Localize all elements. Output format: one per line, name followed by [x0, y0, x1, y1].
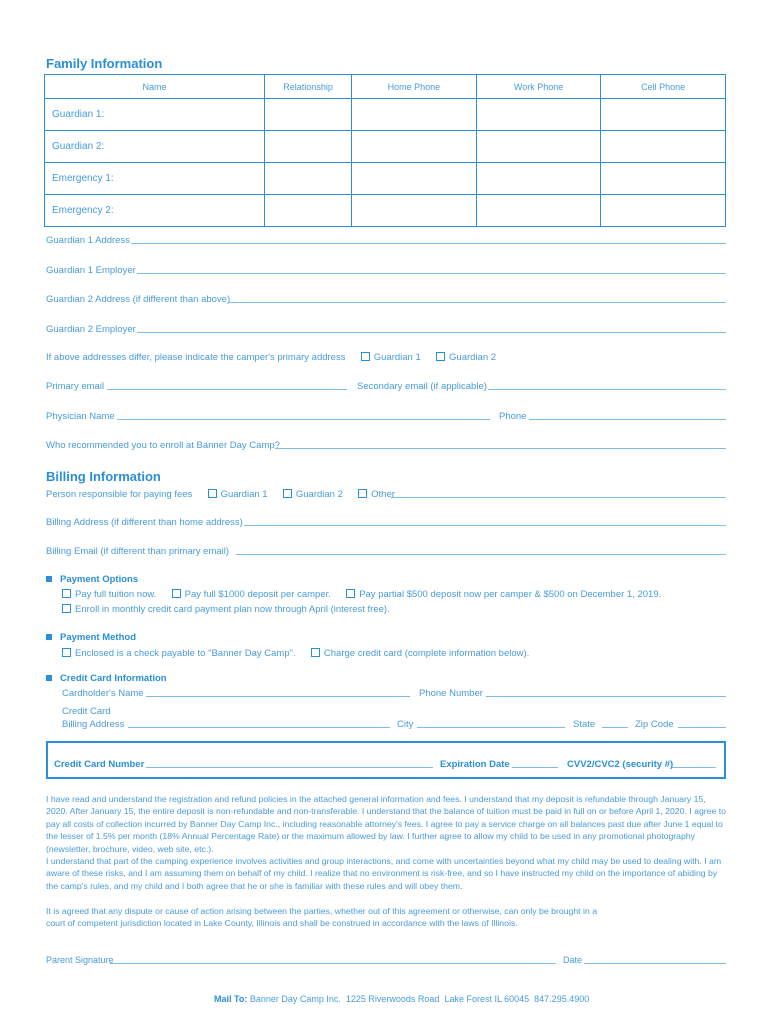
primary-email-field[interactable] — [107, 389, 347, 390]
cell[interactable] — [352, 99, 477, 131]
cc-zip-field[interactable] — [678, 727, 726, 728]
option-pay-full-tuition: Pay full tuition now. — [75, 589, 157, 600]
square-bullet-icon — [46, 675, 52, 681]
guardian-1-employer-label: Guardian 1 Employer — [46, 265, 136, 276]
billing-address-label: Billing Address (if different than home address) — [46, 517, 243, 528]
cc-cvv-field[interactable] — [672, 767, 716, 768]
option-monthly-plan: Enroll in monthly credit card payment plan now through April (interest free). — [75, 604, 390, 615]
cc-billing-label-line-2: Billing Address — [62, 719, 125, 730]
cc-state-field[interactable] — [602, 727, 628, 728]
payment-options-row-2 — [62, 604, 390, 615]
cc-phone-field[interactable] — [486, 696, 726, 697]
billing-address-field[interactable] — [244, 525, 726, 526]
physician-name-label: Physician Name — [46, 411, 115, 422]
mail-to-address: Banner Day Camp Inc. 1225 Riverwoods Road Lake Forest IL 60045 847.295.4900 — [249, 994, 590, 1004]
terms-paragraph-3: It is agreed that any dispute or cause of action arising between the parties, whether out of this agreement or otherwise, can only be brought in a court of competent jurisdiction located in Lake County, Illinois and shall be construed in accordance with the laws of Illinois. — [46, 906, 598, 929]
checkbox-guardian-1[interactable] — [361, 352, 370, 361]
family-information-title: Family Information — [46, 56, 163, 71]
cc-city-field[interactable] — [417, 727, 565, 728]
cc-billing-address-field[interactable] — [128, 727, 390, 728]
cc-number-field[interactable] — [146, 767, 433, 768]
payment-options-row-1 — [62, 589, 661, 600]
cell[interactable] — [476, 131, 601, 163]
row-label-guardian-2[interactable]: Guardian 2: — [45, 131, 265, 163]
billing-email-label: Billing Email (if different than primary email) — [46, 546, 230, 557]
option-charge-credit-card: Charge credit card (complete information below). — [323, 648, 530, 659]
date-label: Date — [563, 955, 583, 965]
checkbox-charge-credit-card[interactable] — [311, 648, 320, 657]
terms-paragraph-2: I understand that part of the camping experience involves activities and group interactions, and come with uncertainties beyond what my child may be used to dealing with. I am aware of these risks, and I am assuming them on behalf of my child. I realize that no environment is risk-free, and so I have instructed my child on the importance of abiding by the camp's rules, and my child and I both agree that he or she is familiar with these rules and will obey them. — [46, 856, 722, 891]
option-billing-guardian-1: Guardian 1 — [220, 489, 268, 500]
checkbox-pay-partial-deposit[interactable] — [346, 589, 355, 598]
square-bullet-icon — [46, 576, 52, 582]
guardian-1-employer-field[interactable] — [137, 273, 726, 274]
primary-email-label: Primary email — [46, 381, 105, 392]
responsible-label: Person responsible for paying fees — [46, 489, 193, 500]
cardholder-name-label: Cardholder's Name — [62, 688, 144, 699]
option-pay-full-deposit: Pay full $1000 deposit per camper. — [184, 589, 331, 600]
cell[interactable] — [265, 131, 352, 163]
cc-cvv-label: CVV2/CVC2 (security #) — [567, 759, 674, 770]
cc-expiration-field[interactable] — [512, 767, 558, 768]
checkbox-check-payment[interactable] — [62, 648, 71, 657]
primary-address-question: If above addresses differ, please indicate the camper's primary address — [46, 352, 346, 363]
row-label-guardian-1[interactable]: Guardian 1: — [45, 99, 265, 131]
cell[interactable] — [601, 195, 726, 227]
row-label-emergency-2[interactable]: Emergency 2: — [45, 195, 265, 227]
checkbox-guardian-2[interactable] — [436, 352, 445, 361]
option-pay-partial-deposit: Pay partial $500 deposit now per camper & $500 on December 1, 2019. — [359, 589, 662, 600]
guardian-2-employer-field[interactable] — [137, 332, 726, 333]
table-row — [45, 195, 726, 227]
mail-to-row — [214, 994, 589, 1004]
cc-billing-label-line-1: Credit Card — [62, 706, 111, 717]
parent-signature-label: Parent Signature — [46, 955, 114, 965]
checkbox-pay-full-deposit[interactable] — [172, 589, 181, 598]
option-check-payment: Enclosed is a check payable to "Banner Day Camp". — [75, 648, 296, 659]
guardian-1-address-label: Guardian 1 Address — [46, 235, 130, 246]
cell[interactable] — [352, 195, 477, 227]
recommended-field[interactable] — [275, 448, 726, 449]
cell[interactable] — [352, 163, 477, 195]
payment-method-heading — [46, 632, 136, 643]
cell[interactable] — [476, 163, 601, 195]
credit-card-title: Credit Card Information — [60, 673, 167, 684]
billing-information-title: Billing Information — [46, 469, 161, 484]
square-bullet-icon — [46, 634, 52, 640]
guardian-1-address-field[interactable] — [131, 243, 726, 244]
payment-method-row — [62, 648, 529, 659]
cell[interactable] — [601, 99, 726, 131]
mail-to-label: Mail To: — [214, 994, 248, 1004]
option-billing-guardian-2: Guardian 2 — [295, 489, 343, 500]
cell[interactable] — [265, 195, 352, 227]
cell[interactable] — [352, 131, 477, 163]
secondary-email-field[interactable] — [488, 389, 726, 390]
column-header-home-phone: Home Phone — [352, 75, 477, 99]
cc-phone-label: Phone Number — [419, 688, 483, 699]
checkbox-billing-guardian-2[interactable] — [283, 489, 292, 498]
cardholder-name-field[interactable] — [146, 696, 410, 697]
checkbox-billing-other[interactable] — [358, 489, 367, 498]
checkbox-pay-full-tuition[interactable] — [62, 589, 71, 598]
terms-paragraph-1: I have read and understand the registration and refund policies in the attached general information and fees. I understand that my deposit is refundable through January 15, 2020. After January 15, the entire deposit is non-refundable and non-transferable. I understand that the balance of tuition must be paid in full on or before April 1, 2020. I agree to pay all costs of collection incurred by Banner Day Camp Inc., including reasonable attorney's fees. I agree to pay a service charge on all balances past due after June 1 equal to the lesser of 1.5% per month (18% Annual Percentage Rate) or the maximum allowed by law. I further agree to allow my child to be used in any promotional photography (newsletter, brochure, video, web site, etc.). — [46, 794, 727, 854]
table-row — [45, 131, 726, 163]
payment-options-heading — [46, 574, 138, 585]
responsible-row — [46, 489, 395, 500]
cell[interactable] — [601, 131, 726, 163]
column-header-name: Name — [45, 75, 265, 99]
guardian-2-address-label: Guardian 2 Address (if different than above) — [46, 294, 231, 305]
column-header-relationship: Relationship — [265, 75, 352, 99]
cc-state-label: State — [573, 719, 596, 730]
cell[interactable] — [476, 195, 601, 227]
option-guardian-2: Guardian 2 — [449, 352, 497, 363]
payment-method-title: Payment Method — [60, 632, 137, 643]
option-billing-other: Other — [371, 489, 395, 500]
cc-expiration-label: Expiration Date — [440, 759, 510, 770]
parent-signature-field[interactable] — [110, 963, 556, 964]
table-row — [45, 163, 726, 195]
option-guardian-1: Guardian 1 — [373, 352, 421, 363]
row-label-emergency-1[interactable]: Emergency 1: — [45, 163, 265, 195]
checkbox-billing-guardian-1[interactable] — [208, 489, 217, 498]
primary-address-row — [46, 352, 496, 363]
table-row — [45, 99, 726, 131]
physician-phone-label: Phone — [499, 411, 527, 422]
column-header-cell-phone: Cell Phone — [601, 75, 726, 99]
cc-number-label: Credit Card Number — [54, 759, 145, 770]
payment-options-title: Payment Options — [60, 574, 139, 585]
checkbox-monthly-plan[interactable] — [62, 604, 71, 613]
date-field[interactable] — [584, 963, 726, 964]
recommended-label: Who recommended you to enroll at Banner Day Camp? — [46, 440, 280, 451]
guardian-2-address-field[interactable] — [229, 302, 726, 303]
column-header-work-phone: Work Phone — [476, 75, 601, 99]
cell[interactable] — [265, 163, 352, 195]
cc-city-label: City — [397, 719, 414, 730]
cell[interactable] — [265, 99, 352, 131]
secondary-email-label: Secondary email (if applicable) — [357, 381, 487, 392]
cell[interactable] — [476, 99, 601, 131]
cc-zip-label: Zip Code — [635, 719, 674, 730]
family-table — [44, 74, 726, 227]
billing-email-field[interactable] — [236, 554, 726, 555]
physician-phone-field[interactable] — [529, 419, 726, 420]
physician-name-field[interactable] — [117, 419, 490, 420]
credit-card-heading — [46, 673, 167, 684]
billing-other-field[interactable] — [391, 497, 726, 498]
cell[interactable] — [601, 163, 726, 195]
guardian-2-employer-label: Guardian 2 Employer — [46, 324, 136, 335]
